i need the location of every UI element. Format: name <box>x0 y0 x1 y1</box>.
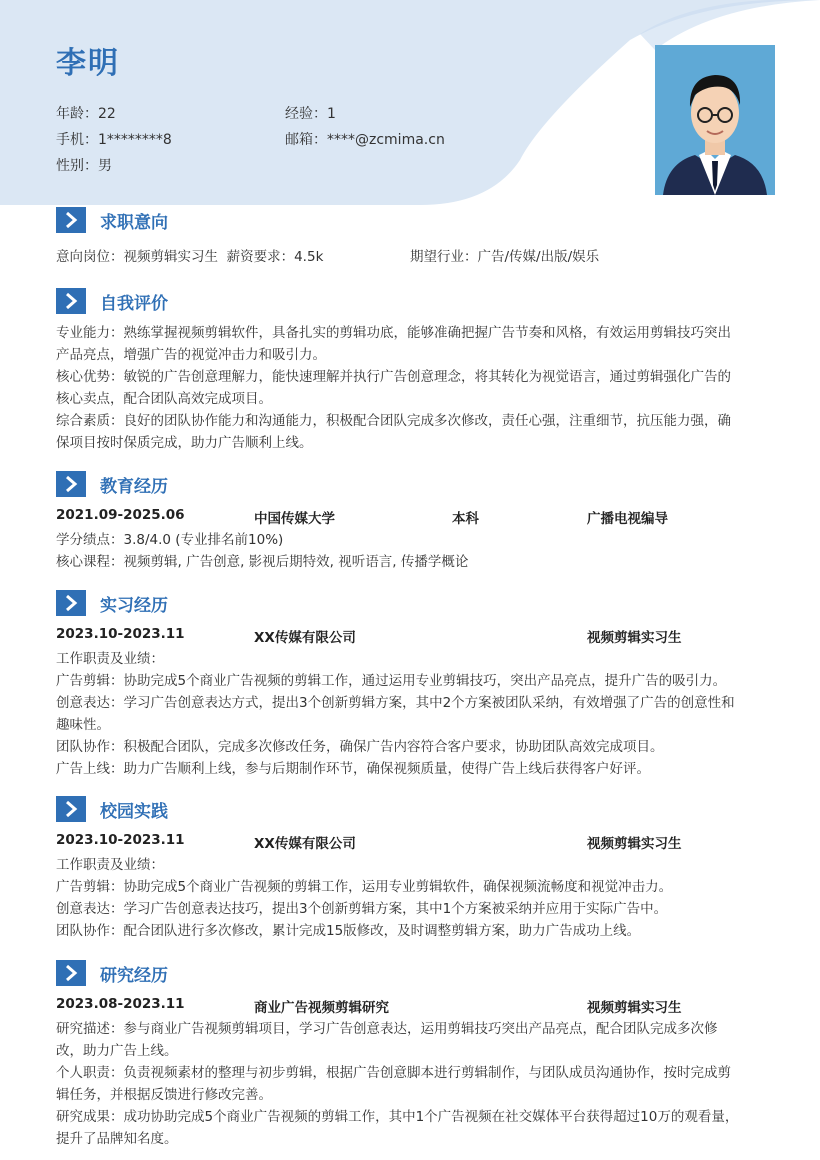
phone-value: 1********8 <box>98 132 172 148</box>
section-education-header <box>56 470 168 498</box>
research-line: 研究描述：参与商业广告视频剪辑项目，学习广告创意表达，运用剪辑技巧突出产品亮点，配合团队完成多次修 <box>56 1021 718 1037</box>
experience-label: 经验 ： <box>285 106 327 122</box>
section-campus-header <box>56 795 168 823</box>
self-eval-line: 核心卖点，配合团队高效完成项目。 <box>56 391 272 407</box>
section-research-header <box>56 959 168 987</box>
section-title: 教育经历 <box>100 476 168 497</box>
campus-row <box>56 830 768 852</box>
email-label: 邮箱 ： <box>285 132 327 148</box>
section-self-eval-header <box>56 287 168 315</box>
internship-line: 广告上线：助力广告顺利上线，参与后期制作环节，确保视频质量，使得广告上线后获得客户好评。 <box>56 761 650 777</box>
campus-period: 2023.10-2023.11 <box>56 832 185 848</box>
campus-line: 广告剪辑：协助完成5个商业广告视频的剪辑工作，运用专业剪辑软件，确保视频流畅度和视觉冲击力。 <box>56 879 673 895</box>
chevron-right-icon <box>56 471 86 497</box>
education-row <box>56 505 768 527</box>
chevron-right-icon <box>56 796 86 822</box>
experience-value: 1 <box>327 106 336 122</box>
self-eval-line: 专业能力：熟练掌握视频剪辑软件，具备扎实的剪辑功底，能够准确把握广告节奏和风格，有效运用剪辑技巧突出 <box>56 325 731 341</box>
section-title: 实习经历 <box>100 595 168 616</box>
education-period: 2021.09-2025.06 <box>56 507 185 523</box>
chevron-right-icon <box>56 590 86 616</box>
gender-info <box>56 155 112 175</box>
self-eval-line: 综合素质：良好的团队协作能力和沟通能力，积极配合团队完成多次修改，责任心强，注重细节，抗压能力强，确 <box>56 413 731 429</box>
salary-value: 4.5k <box>294 249 324 265</box>
internship-company: XX传媒有限公司 <box>254 630 356 646</box>
section-title: 研究经历 <box>100 965 168 986</box>
portrait-photo <box>655 45 775 195</box>
chevron-right-icon <box>56 207 86 233</box>
section-intent-header <box>56 206 168 234</box>
industry-value: 广告/传媒/出版/娱乐 <box>477 249 600 265</box>
position-value: 视频剪辑实习生 <box>123 249 218 265</box>
intent-line: 意向岗位：视频剪辑实习生 薪资要求：4.5k 期望行业：广告/传媒/出版/娱乐 <box>56 246 768 268</box>
research-role: 视频剪辑实习生 <box>587 1000 682 1016</box>
campus-company: XX传媒有限公司 <box>254 836 356 852</box>
chevron-right-icon <box>56 288 86 314</box>
education-degree: 本科 <box>452 511 479 527</box>
phone-label: 手机 ： <box>56 132 98 148</box>
candidate-name: 李明 <box>56 46 120 81</box>
internship-row <box>56 624 768 646</box>
chevron-right-icon <box>56 960 86 986</box>
internship-period: 2023.10-2023.11 <box>56 626 185 642</box>
internship-line: 趣味性。 <box>56 717 110 733</box>
age-label: 年龄 ： <box>56 106 98 122</box>
research-line: 研究成果：成功协助完成5个商业广告视频的剪辑工作，其中1个广告视频在社交媒体平台获得超过10万的观看量， <box>56 1109 739 1125</box>
internship-line: 团队协作：积极配合团队，完成多次修改任务，确保广告内容符合客户要求，协助团队高效完成项目。 <box>56 739 664 755</box>
internship-line: 工作职责及业绩： <box>56 651 164 667</box>
self-eval-line: 产品亮点，增强广告的视觉冲击力和吸引力。 <box>56 347 326 363</box>
internship-role: 视频剪辑实习生 <box>587 630 682 646</box>
industry-label: 期望行业 <box>410 249 464 265</box>
self-eval-line: 保项目按时保质完成，助力广告顺利上线。 <box>56 435 313 451</box>
research-project: 商业广告视频剪辑研究 <box>254 1000 389 1016</box>
section-title: 求职意向 <box>100 212 168 233</box>
section-title: 自我评价 <box>100 293 168 314</box>
industry: 期望行业：广告/传媒/出版/娱乐 <box>410 249 600 265</box>
section-internship-header <box>56 589 168 617</box>
education-line: 核心课程：视频剪辑, 广告创意, 影视后期特效, 视听语言, 传播学概论 <box>56 554 469 570</box>
salary-label: 薪资要求 <box>226 249 281 265</box>
gender-label: 性别 ： <box>56 158 98 174</box>
campus-line: 团队协作：配合团队进行多次修改，累计完成15版修改，及时调整剪辑方案，助力广告成功上线。 <box>56 923 641 939</box>
email-info <box>285 129 445 149</box>
education-school: 中国传媒大学 <box>254 511 335 527</box>
education-major: 广播电视编导 <box>587 511 668 527</box>
self-eval-line: 核心优势：敏锐的广告创意理解力，能快速理解并执行广告创意理念，将其转化为视觉语言，通过剪辑强化广告的 <box>56 369 731 385</box>
position-label: 意向岗位 <box>56 249 110 265</box>
campus-line: 工作职责及业绩： <box>56 857 164 873</box>
research-line: 提升了品牌知名度。 <box>56 1131 178 1147</box>
campus-role: 视频剪辑实习生 <box>587 836 682 852</box>
research-row <box>56 994 768 1016</box>
research-line: 改，助力广告上线。 <box>56 1043 178 1059</box>
campus-line: 创意表达：学习广告创意表达技巧，提出3个创新剪辑方案，其中1个方案被采纳并应用于实际广告中。 <box>56 901 668 917</box>
section-title: 校园实践 <box>100 801 168 822</box>
age-value: 22 <box>98 106 116 122</box>
research-period: 2023.08-2023.11 <box>56 996 185 1012</box>
age-info <box>56 103 116 123</box>
gender-value: 男 <box>98 158 112 174</box>
internship-line: 广告剪辑：协助完成5个商业广告视频的剪辑工作，通过运用专业剪辑技巧，突出产品亮点，提升广告的吸引力。 <box>56 673 727 689</box>
experience-info <box>285 103 336 123</box>
education-line: 学分绩点：3.8/4.0 (专业排名前10%) <box>56 532 284 548</box>
research-line: 辑任务，并根据反馈进行修改完善。 <box>56 1087 272 1103</box>
internship-line: 创意表达：学习广告创意表达方式，提出3个创新剪辑方案，其中2个方案被团队采纳，有效增强了广告的创意性和 <box>56 695 735 711</box>
phone-info <box>56 129 172 149</box>
research-line: 个人职责：负责视频素材的整理与初步剪辑，根据广告创意脚本进行剪辑制作，与团队成员沟通协作，按时完成剪 <box>56 1065 731 1081</box>
email-value: ****@zcmima.cn <box>327 132 445 148</box>
